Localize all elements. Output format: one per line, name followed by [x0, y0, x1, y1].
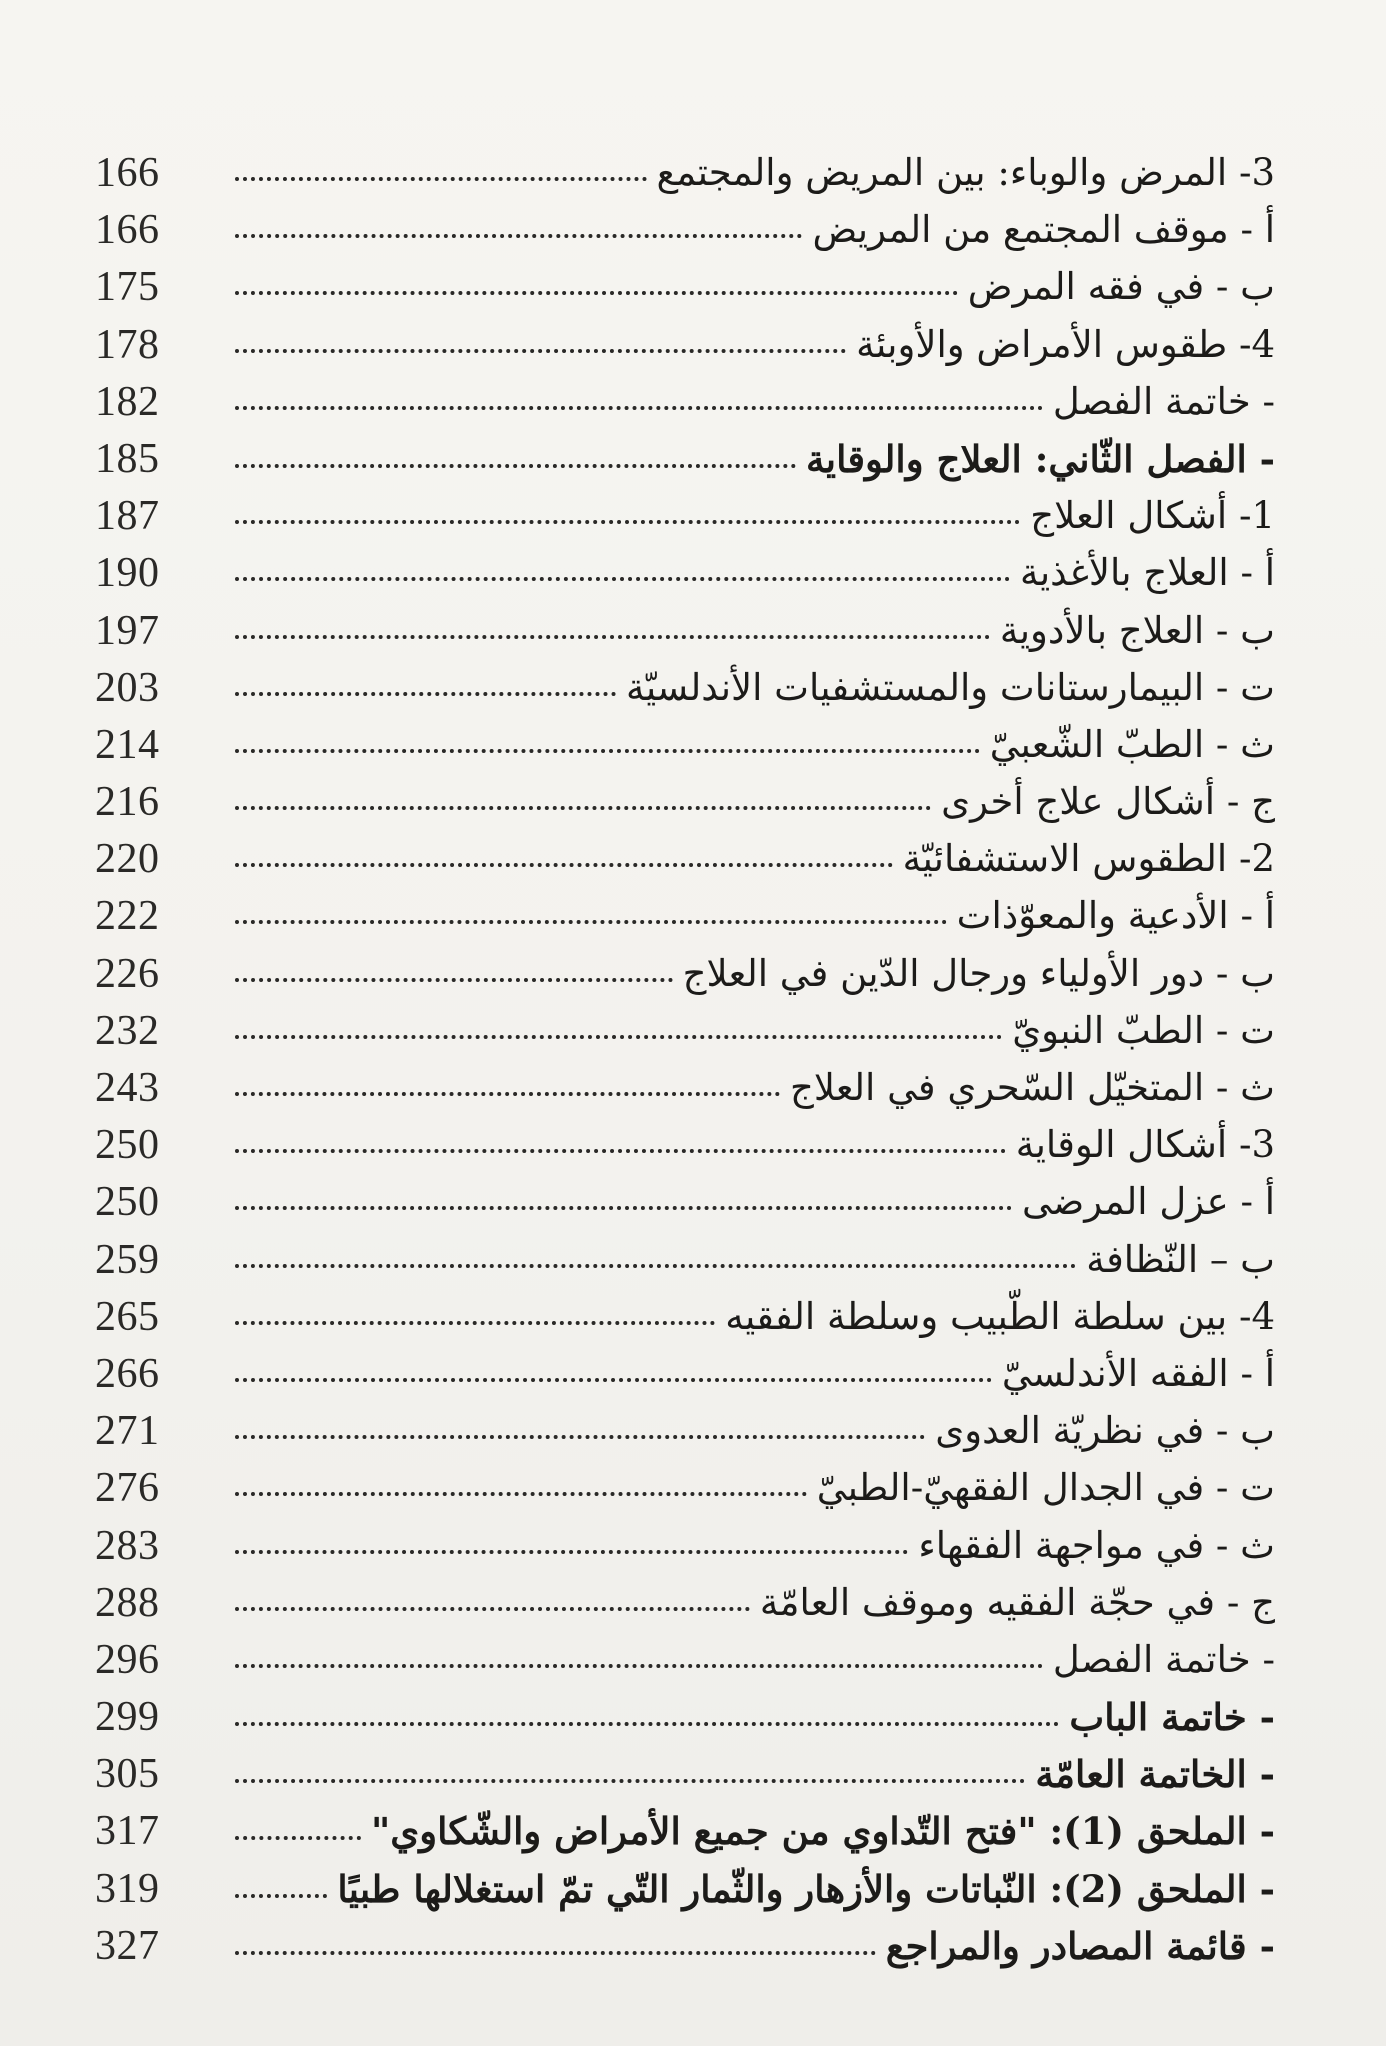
dot-leader: [235, 1779, 1025, 1783]
toc-page-number: 266: [95, 1350, 160, 1397]
toc-page-number: 271: [95, 1408, 160, 1455]
toc-entry-line: [235, 892, 1275, 940]
toc-entry: [95, 1918, 1295, 1975]
toc-entry-line: [235, 549, 1275, 597]
dot-leader: [235, 1836, 361, 1840]
toc-entry-line: [235, 149, 1275, 197]
toc-entry-title: - الملحق (1): "فتح التّداوي من جميع الأمراض والشّكاوي": [371, 1809, 1275, 1854]
toc-entry-title: ت - البيمارستانات والمستشفيات الأندلسيّة: [626, 665, 1275, 709]
toc-entry: [95, 1003, 1295, 1060]
dot-leader: [235, 577, 1010, 581]
dot-leader: [235, 1435, 925, 1439]
dot-leader: [235, 1607, 750, 1611]
dot-leader: [235, 1722, 1059, 1726]
dot-leader: [235, 1149, 1006, 1153]
dot-leader: [235, 464, 796, 468]
toc-entry-title: ب - دور الأولياء ورجال الدّين في العلاج: [682, 951, 1275, 995]
toc-entry-line: [235, 1407, 1275, 1455]
dot-leader: [235, 863, 893, 867]
dot-leader: [235, 749, 980, 753]
toc-page-number: 283: [95, 1522, 160, 1569]
toc-page-number: 190: [95, 550, 160, 597]
dot-leader: [235, 1321, 715, 1325]
toc-entry: [95, 1689, 1295, 1746]
toc-entry-line: [235, 1121, 1275, 1169]
toc-page-number: 327: [95, 1922, 160, 1969]
toc-entry: [95, 1289, 1295, 1346]
dot-leader: [235, 234, 802, 238]
toc-entry-line: [235, 721, 1275, 769]
toc-page-number: 222: [95, 893, 160, 940]
dot-leader: [235, 1378, 992, 1382]
toc-entry-line: [235, 1064, 1275, 1112]
toc-page-number: 226: [95, 950, 160, 997]
toc-page-number: 175: [95, 264, 160, 311]
toc-entry-title: ج - أشكال علاج أخرى: [941, 780, 1275, 824]
toc-page-number: 317: [95, 1808, 160, 1855]
toc-entry-title: 2- الطقوس الاستشفائيّة: [902, 837, 1275, 881]
toc-entry-title: أ - عزل المرضى: [1021, 1180, 1275, 1224]
dot-leader: [235, 1092, 780, 1096]
toc-page-number: 166: [95, 150, 160, 196]
toc-entry-line: [235, 1865, 1275, 1913]
toc-entry-line: [235, 206, 1275, 254]
toc-entry-line: [235, 1922, 1275, 1970]
toc-entry-title: - الملحق (2): النّباتات والأزهار والثّمار التّي تمّ استغلالها طبيًا: [337, 1866, 1275, 1911]
toc-entry-line: [235, 1693, 1275, 1741]
toc-page-number: 296: [95, 1636, 160, 1683]
toc-entry-title: ب – النّظافة: [1086, 1237, 1275, 1281]
table-of-contents: [95, 145, 1295, 1975]
toc-entry: [95, 1575, 1295, 1632]
toc-entry-line: [235, 835, 1275, 883]
toc-entry: [95, 488, 1295, 545]
toc-entry: [95, 946, 1295, 1003]
toc-entry: [95, 259, 1295, 316]
dot-leader: [235, 520, 1020, 524]
toc-entry-line: [235, 607, 1275, 655]
toc-entry-title: ج - في حجّة الفقيه وموقف العامّة: [759, 1580, 1275, 1624]
toc-entry-title: أ - موقف المجتمع من المريض: [812, 208, 1275, 252]
toc-page-number: 299: [95, 1694, 160, 1741]
toc-entry-title: ب - العلاج بالأدوية: [999, 608, 1275, 652]
dot-leader: [235, 1951, 876, 1955]
dot-leader: [235, 920, 947, 924]
toc-entry: [95, 717, 1295, 774]
toc-entry-title: ب - في فقه المرض: [967, 265, 1275, 309]
toc-entry-line: [235, 1007, 1275, 1055]
toc-entry-title: ب - في نظريّة العدوى: [935, 1409, 1275, 1453]
toc-entry-line: [235, 435, 1275, 483]
toc-entry-title: أ - العلاج بالأغذية: [1019, 551, 1275, 595]
toc-entry-title: - خاتمة الباب: [1069, 1695, 1275, 1740]
toc-entry-title: 3- المرض والوباء: بين المريض والمجتمع: [656, 151, 1275, 194]
toc-entry-line: [235, 1464, 1275, 1512]
toc-entry: [95, 1803, 1295, 1860]
toc-entry-line: [235, 1807, 1275, 1855]
toc-entry: [95, 1346, 1295, 1403]
toc-entry-title: - خاتمة الفصل: [1052, 379, 1275, 423]
toc-entry-line: [235, 1178, 1275, 1226]
dot-leader: [235, 1550, 908, 1554]
toc-entry-title: - الخاتمة العامّة: [1035, 1752, 1275, 1797]
toc-entry-title: أ - الأدعية والمعوّذات: [956, 894, 1275, 938]
toc-entry-line: [235, 950, 1275, 998]
toc-page-number: 197: [95, 607, 160, 654]
dot-leader: [235, 1206, 1012, 1210]
toc-entry: [95, 1403, 1295, 1460]
toc-entry-title: 4- بين سلطة الطّبيب وسلطة الفقيه: [725, 1294, 1275, 1338]
toc-entry-line: [235, 1350, 1275, 1398]
toc-page-number: 220: [95, 836, 160, 883]
toc-entry-line: [235, 263, 1275, 311]
toc-entry: [95, 774, 1295, 831]
toc-entry-line: [235, 378, 1275, 426]
toc-page-number: 185: [95, 435, 160, 482]
dot-leader: [235, 1492, 807, 1496]
toc-entry-line: [235, 1293, 1275, 1341]
toc-entry-title: 3- أشكال الوقاية: [1015, 1123, 1275, 1167]
toc-entry: [95, 1117, 1295, 1174]
toc-entry: [95, 1232, 1295, 1289]
toc-page-number: 288: [95, 1579, 160, 1626]
toc-entry-title: ث - المتخيّل السّحري في العلاج: [789, 1066, 1275, 1109]
toc-entry-line: [235, 1636, 1275, 1684]
toc-page-number: 305: [95, 1751, 160, 1798]
toc-page-number: 182: [95, 378, 160, 425]
toc-entry: [95, 145, 1295, 202]
toc-entry: [95, 545, 1295, 602]
toc-entry: [95, 431, 1295, 488]
toc-page-number: 178: [95, 321, 160, 368]
toc-entry: [95, 660, 1295, 717]
toc-entry: [95, 317, 1295, 374]
toc-entry: [95, 1518, 1295, 1575]
toc-page-number: 265: [95, 1293, 160, 1340]
toc-page-number: 276: [95, 1465, 160, 1512]
toc-entry: [95, 1632, 1295, 1689]
toc-page-number: 259: [95, 1236, 160, 1283]
toc-page-number: 250: [95, 1179, 160, 1226]
toc-entry-title: ث - الطبّ الشّعبيّ: [989, 722, 1275, 766]
toc-entry: [95, 374, 1295, 431]
toc-entry: [95, 202, 1295, 259]
dot-leader: [235, 406, 1043, 410]
toc-entry-line: [235, 492, 1275, 540]
toc-entry-title: 4- طقوس الأمراض والأوبئة: [856, 322, 1275, 366]
dot-leader: [235, 978, 673, 982]
dot-leader: [235, 635, 990, 639]
toc-page-number: 216: [95, 779, 160, 826]
toc-entry-line: [235, 1579, 1275, 1627]
toc-entry-line: [235, 1522, 1275, 1570]
toc-entry-title: ت - الطبّ النبويّ: [1012, 1008, 1275, 1052]
dot-leader: [235, 1664, 1043, 1668]
toc-entry-title: - الفصل الثّاني: العلاج والوقاية: [805, 436, 1275, 481]
toc-entry: [95, 603, 1295, 660]
dot-leader: [235, 291, 958, 295]
toc-entry-line: [235, 664, 1275, 712]
toc-entry-title: 1- أشكال العلاج: [1030, 494, 1275, 538]
toc-page-number: 187: [95, 493, 160, 540]
toc-entry-line: [235, 778, 1275, 826]
toc-page-number: 250: [95, 1122, 160, 1169]
dot-leader: [235, 1264, 1076, 1268]
toc-page-number: 166: [95, 207, 160, 254]
dot-leader: [235, 349, 846, 353]
toc-page-number: 232: [95, 1007, 160, 1054]
toc-entry-line: [235, 321, 1275, 369]
toc-entry: [95, 1460, 1295, 1517]
dot-leader: [235, 806, 931, 810]
toc-entry: [95, 888, 1295, 945]
dot-leader: [235, 177, 647, 181]
toc-entry-title: ث - في مواجهة الفقهاء: [918, 1523, 1275, 1567]
toc-entry-title: ت - في الجدال الفقهيّ-الطبيّ: [816, 1466, 1275, 1510]
toc-entry: [95, 1060, 1295, 1117]
dot-leader: [235, 1035, 1002, 1039]
toc-entry: [95, 831, 1295, 888]
toc-page-number: 319: [95, 1865, 160, 1912]
toc-entry-line: [235, 1750, 1275, 1798]
dot-leader: [235, 692, 616, 696]
toc-page-number: 214: [95, 721, 160, 768]
toc-entry: [95, 1746, 1295, 1803]
toc-entry-title: أ - الفقه الأندلسيّ: [1001, 1351, 1275, 1395]
toc-entry: [95, 1861, 1295, 1918]
toc-entry-title: - خاتمة الفصل: [1052, 1637, 1275, 1681]
dot-leader: [235, 1894, 327, 1898]
toc-entry-title: - قائمة المصادر والمراجع: [885, 1923, 1275, 1968]
toc-entry: [95, 1174, 1295, 1231]
toc-entry-line: [235, 1236, 1275, 1284]
toc-page-number: 243: [95, 1065, 160, 1111]
toc-page-number: 203: [95, 664, 160, 711]
